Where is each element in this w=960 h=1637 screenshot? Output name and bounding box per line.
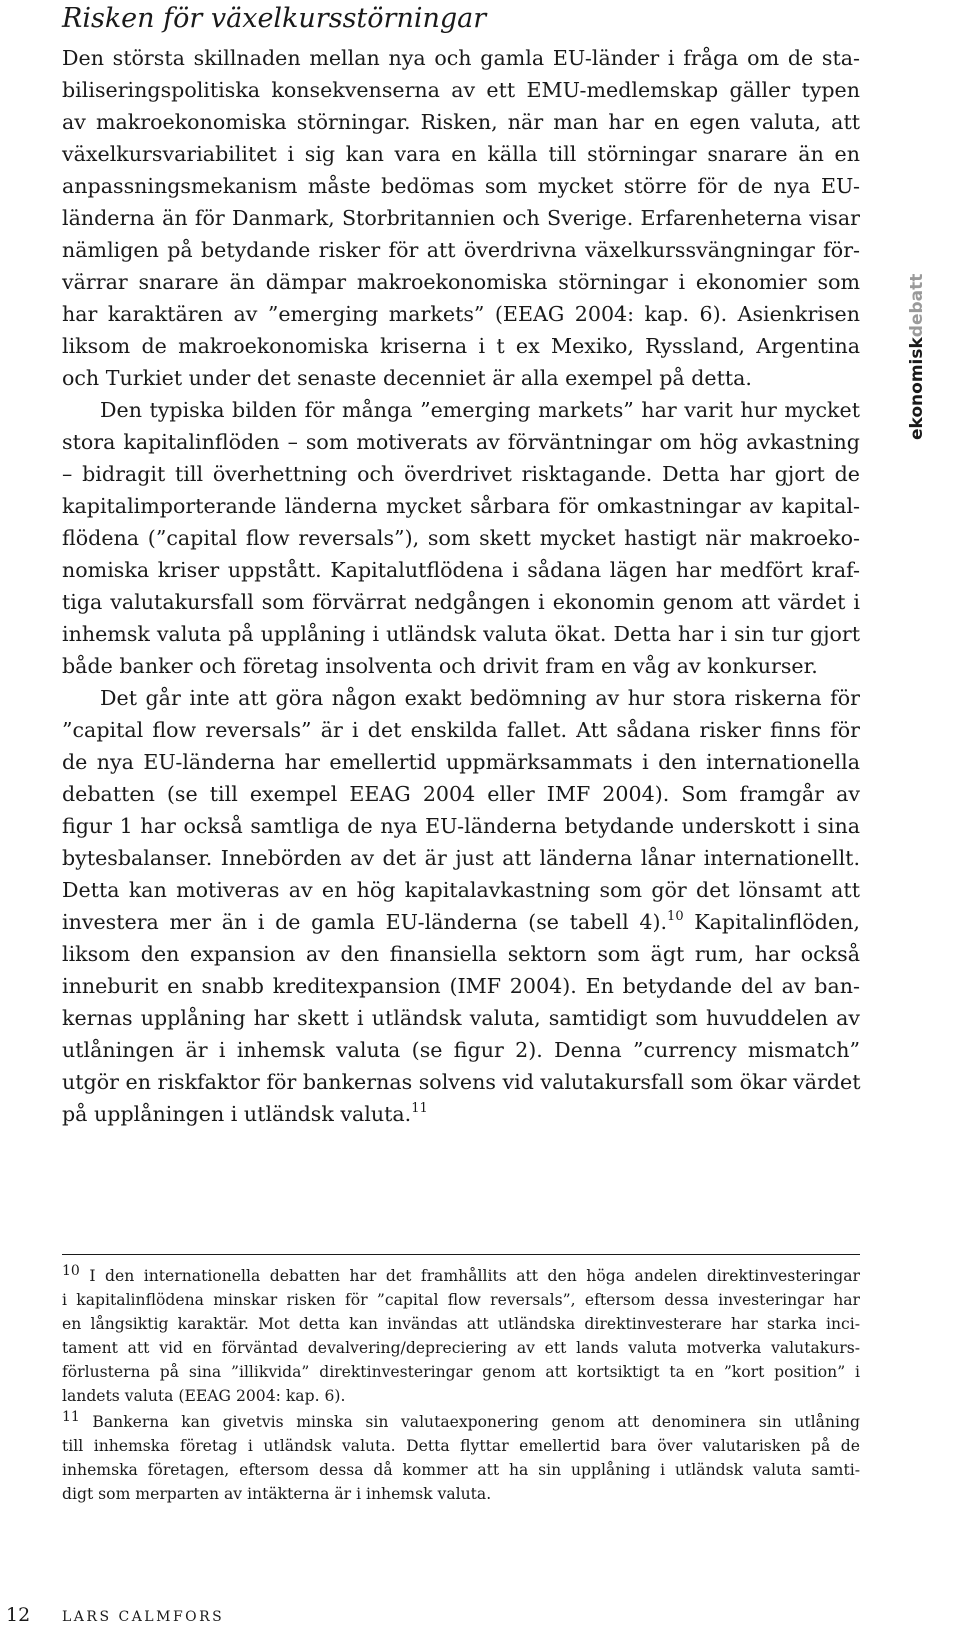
footnote-10-line: förlusterna på sina ”illikvida” direktinvesteringar genom att kortsiktigt ta en ”kort position” i	[62, 1363, 860, 1381]
footnote-10-line: landets valuta (EEAG 2004: kap. 6).	[62, 1387, 346, 1405]
body-line: de nya EU-länderna har emellertid uppmärksammats i den internationella	[62, 750, 860, 774]
body-line: Detta kan motiveras av en hög kapitalavkastning som gör det lönsamt att	[62, 878, 860, 902]
footnote-number-11: 11	[62, 1409, 80, 1425]
journal-side-label	[907, 274, 927, 440]
body-line-text: Kapitalinflöden,	[683, 910, 860, 934]
body-line: utgör en riskfaktor för bankernas solvens vid valutakursfall som ökar värdet	[62, 1070, 861, 1094]
body-line: ”capital flow reversals” är i det enskilda fallet. Att sådana risker finns för	[62, 718, 860, 742]
body-line: anpassningsmekanism måste bedömas som mycket större för de nya EU-	[62, 174, 860, 198]
body-line: Det går inte att göra någon exakt bedömning av hur stora riskerna för	[100, 686, 860, 710]
body-line: debatten (se till exempel EEAG 2004 eller IMF 2004). Som framgår av	[62, 782, 860, 806]
body-line: har karaktären av ”emerging markets” (EEAG 2004: kap. 6). Asienkrisen	[62, 302, 860, 326]
journal-label-part1: ekonomisk	[907, 337, 927, 440]
body-line: inneburit en snabb kreditexpansion (IMF 2004). En betydande del av ban-	[62, 974, 860, 998]
footnote-11-line: inhemska företagen, eftersom dessa då kommer att ha sin upplåning i utländsk valuta samti-	[62, 1461, 860, 1479]
body-line: Den största skillnaden mellan nya och gamla EU-länder i fråga om de sta-	[62, 46, 860, 70]
footnote-11-line: till inhemska företag i utländsk valuta. Detta flyttar emellertid bara över valutarisken på de	[62, 1437, 860, 1455]
footnote-divider	[62, 1254, 860, 1255]
footnote-text: Bankerna kan givetvis minska sin valutaexponering genom att denominera sin utlåning	[79, 1413, 860, 1431]
body-line	[62, 1098, 860, 1130]
body-line: bytesbalanser. Innebörden av det är just att länderna lånar internationellt.	[62, 846, 860, 870]
footnote-ref-10[interactable]: 10	[667, 909, 684, 924]
body-line: av makroekonomiska störningar. Risken, när man har en egen valuta, att	[62, 110, 860, 134]
body-line: och Turkiet under det senaste decenniet är alla exempel på detta.	[62, 366, 752, 390]
body-line: biliseringspolitiska konsekvenserna av ett EMU-medlemskap gäller typen	[62, 78, 860, 102]
body-line: liksom den expansion av den finansiella sektorn som ägt rum, har också	[62, 942, 860, 966]
body-line: kernas upplåning har skett i utländsk valuta, samtidigt som huvuddelen av	[62, 1006, 860, 1030]
body-line: både banker och företag insolventa och drivit fram en våg av konkurser.	[62, 654, 818, 678]
body-line: liksom de makroekonomiska kriserna i t ex Mexiko, Ryssland, Argentina	[62, 334, 860, 358]
body-line: länderna än för Danmark, Storbritannien och Sverige. Erfarenheterna visar	[62, 206, 860, 230]
footnote-11-line	[62, 1410, 860, 1434]
footnote-10-line: en långsiktig karaktär. Mot detta kan invändas att utländska direktinvesterare har starka inci-	[62, 1315, 860, 1333]
body-line: utlåningen är i inhemsk valuta (se figur 2). Denna ”currency mismatch”	[62, 1038, 860, 1062]
body-line: Den typiska bilden för många ”emerging markets” har varit hur mycket	[100, 398, 860, 422]
body-line: figur 1 har också samtliga de nya EU-länderna betydande underskott i sina	[62, 814, 860, 838]
footnote-ref-11[interactable]: 11	[411, 1101, 428, 1116]
footnote-10-line: i kapitalinflödena minskar risken för ”capital flow reversals”, eftersom dessa investeringar har	[62, 1291, 860, 1309]
body-line: tiga valutakursfall som förvärrat nedgången i ekonomin genom att värdet i	[62, 590, 860, 614]
footnote-11-line: digt som merparten av intäkterna är i inhemsk valuta.	[62, 1485, 492, 1503]
page-number: 12	[6, 1604, 31, 1626]
footnote-number-10: 10	[62, 1263, 80, 1279]
body-line: nämligen på betydande risker för att överdrivna växelkurssvängningar för-	[62, 238, 860, 262]
running-footer-author: LARS CALMFORS	[62, 1609, 225, 1625]
body-line	[62, 906, 860, 938]
body-line: växelkursvariabilitet i sig kan vara en källa till störningar snarare än en	[62, 142, 860, 166]
body-line: inhemsk valuta på upplåning i utländsk valuta ökat. Detta har i sin tur gjort	[62, 622, 860, 646]
body-line: flödena (”capital flow reversals”), som skett mycket hastigt när makroeko-	[62, 526, 860, 550]
section-heading: Risken för växelkursstörningar	[62, 3, 487, 34]
body-line-text: på upplåningen i utländsk valuta.	[62, 1102, 412, 1126]
body-line: kapitalimporterande länderna mycket sårbara för omkastningar av kapital-	[62, 494, 860, 518]
body-line: värrar snarare än dämpar makroekonomiska störningar i ekonomier som	[62, 270, 860, 294]
footnote-text: I den internationella debatten har det framhållits att den höga andelen direktinvesteringar	[79, 1267, 860, 1285]
footnote-10-line: tament att vid en förväntad devalvering/depreciering av ett lands valuta motverka valutakurs-	[62, 1339, 860, 1357]
body-line: – bidragit till överhettning och överdrivet risktagande. Detta har gjort de	[62, 462, 860, 486]
body-line: stora kapitalinflöden – som motiverats av förväntningar om hög avkastning	[62, 430, 860, 454]
body-line-text: investera mer än i de gamla EU-länderna (se tabell 4).	[62, 910, 668, 934]
body-line: nomiska kriser uppstått. Kapitalutflödena i sådana lägen har medfört kraf-	[62, 558, 860, 582]
journal-label-part2: debatt	[907, 273, 927, 338]
footnote-10-line	[62, 1264, 860, 1288]
